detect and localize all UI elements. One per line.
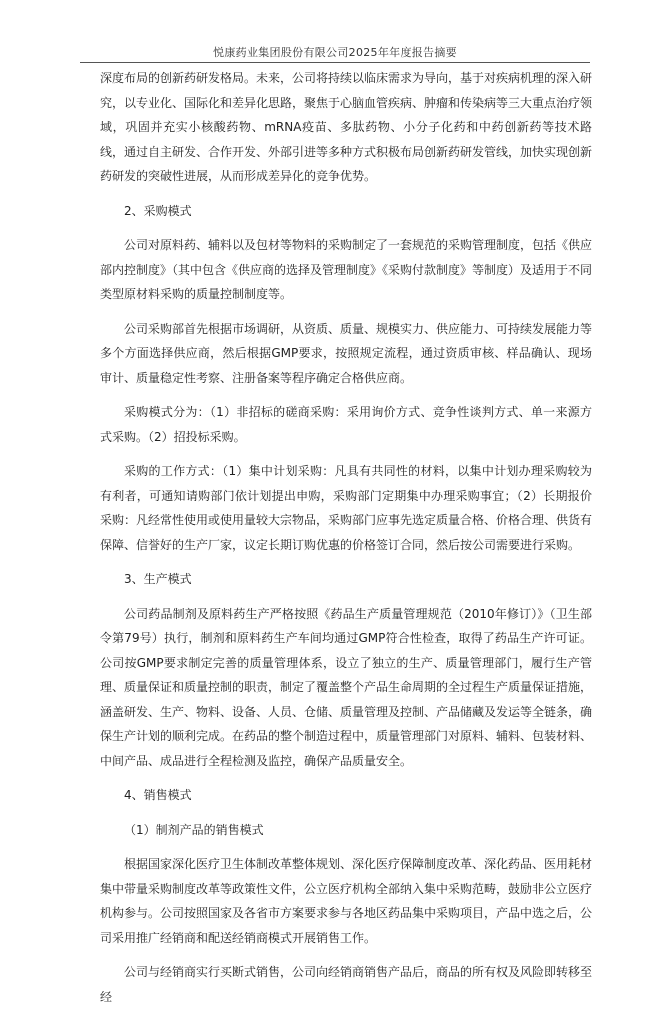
- procurement-paragraph-4: 采购的工作方式：（1）集中计划采购：凡具有共同性的材料，以集中计划办理采购较为有利者，可通知请购部门依计划提出申购，采购部门定期集中办理采购事宜；（2）长期报价采购：凡经常性使用或使用量较大宗物品，采购部门应事先选定质量合格、价格合理、供货有保障、信誉好的生产厂家，议定长期订购优惠的价格签订合同，然后按公司需要进行采购。: [100, 464, 593, 552]
- procurement-paragraph-3: 采购模式分为：（1）非招标的磋商采购：采用询价方式、竞争性谈判方式、单一来源方式采购。（2）招投标采购。: [100, 405, 592, 444]
- production-heading: 3、生产模式: [124, 572, 192, 586]
- document-body: [100, 66, 592, 1019]
- sales-heading: 4、销售模式: [124, 788, 192, 802]
- production-paragraph-1: 公司药品制剂及原料药生产严格按照《药品生产质量管理规范（2010年修订）》（卫生部令第79号）执行，制剂和原料药生产车间均通过GMP符合性检查，取得了药品生产许可证。公司按GMP要求制定完善的质量管理体系，设立了独立的生产、质量管理部门，履行生产管理、质量保证和质量控制的职责，制定了覆盖整个产品生命周期的全过程生产质量保证措施，涵盖研发、生产、物料、设备、人员、仓储、质量管理及控制、产品储藏及发运等全链条，确保生产计划的顺利完成。在药品的整个制造过程中，质量管理部门对原料、辅料、包装材料、中间产品、成品进行全程检测及监控，确保产品质量安全。: [100, 606, 593, 768]
- sales-subheading: （1）制剂产品的销售模式: [124, 822, 264, 837]
- sales-paragraph-1: 根据国家深化医疗卫生体制改革整体规划、深化医疗保障制度改革、深化药品、医用耗材集中带量采购制度改革等政策性文件，公立医疗机构全部纳入集中采购范畴，鼓励非公立医疗机构参与。公司按照国家及各省市方案要求参与各地区药品集中采购项目，产品中选之后，公司采用推广经销商和配送经销商模式开展销售工作。: [100, 857, 593, 945]
- procurement-paragraph-2: 公司采购部首先根据市场调研，从资质、质量、规模实力、供应能力、可持续发展能力等多个方面选择供应商，然后根据GMP要求，按照规定流程，通过资质审核、样品确认、现场审计、质量稳定性考察、注册备案等程序确定合格供应商。: [100, 321, 593, 385]
- header-divider: [80, 62, 590, 63]
- procurement-heading: 2、采购模式: [124, 203, 192, 218]
- procurement-paragraph-1: 公司对原料药、辅料以及包材等物料的采购制定了一套规范的采购管理制度，包括《供应部内控制度》（其中包含《供应商的选择及管理制度》《采购付款制度》等制度）及适用于不同类型原材料采购的质量控制制度等。: [100, 238, 593, 301]
- sales-paragraph-2: 公司与经销商实行买断式销售，公司向经销商销售产品后，商品的所有权及风险即转移至经: [100, 965, 593, 1004]
- intro-continuation-paragraph: 深度布局的创新药研发格局。未来，公司将持续以临床需求为导向，基于对疾病机理的深入研究，以专业化、国际化和差异化思路，聚焦于心脑血管疾病、肿瘤和传染病等三大重点治疗领域，巩固并充实小核酸药物、mRNA疫苗、多肽药物、小分子化药和中药创新药等技术路线，通过自主研发、合作开发、外部引进等多种方式积极布局创新药研发管线，加快实现创新药研发的突破性进展，从而形成差异化的竞争优势。: [100, 71, 593, 183]
- page-header-title: 悦康药业集团股份有限公司2025年年度报告摘要: [213, 46, 457, 59]
